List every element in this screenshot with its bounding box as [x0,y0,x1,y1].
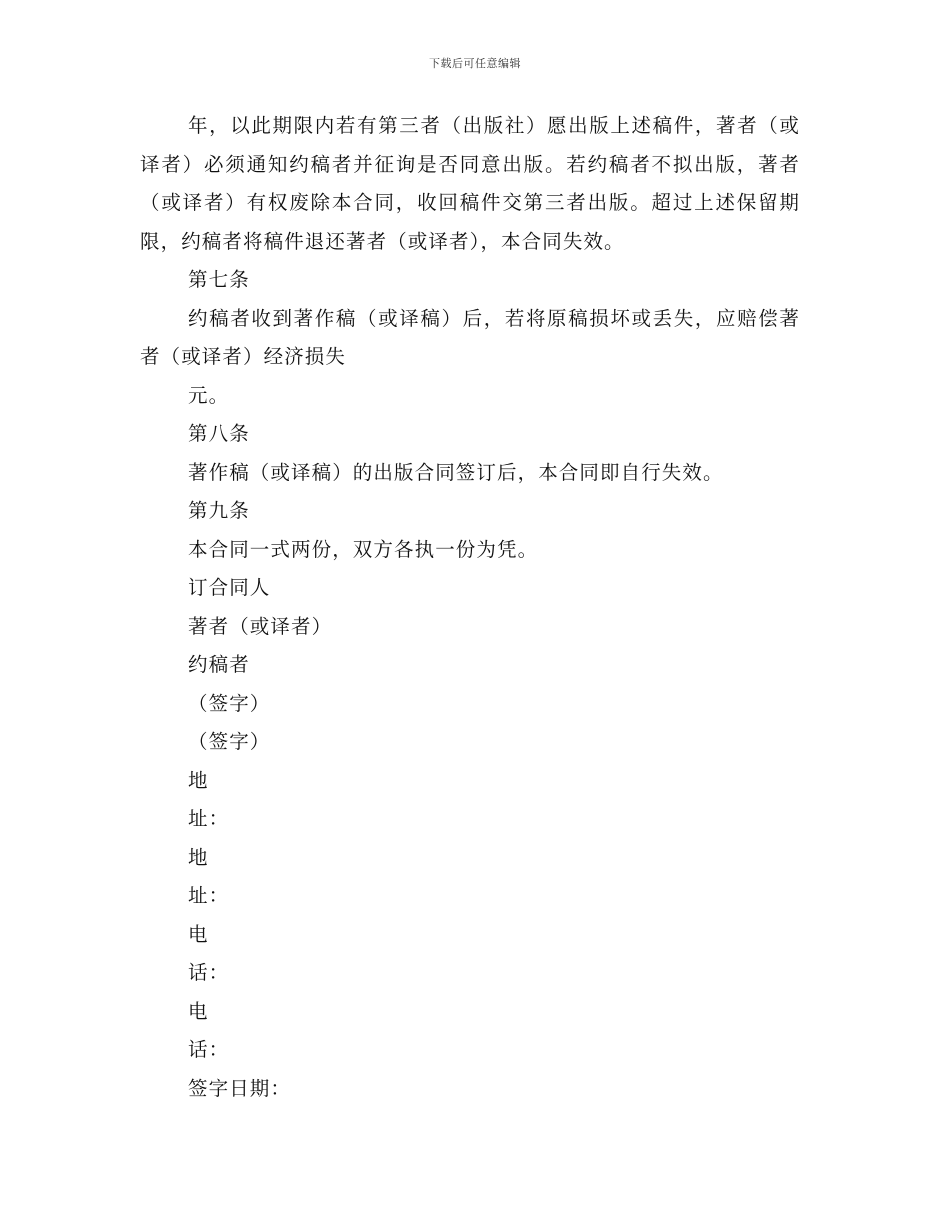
commissioner-phone-label: 话： [188,1038,230,1061]
author-label: 著者（或译者） [188,614,333,638]
retention-paragraph: 年，以此期限内若有第三者（出版社）愿出版上述稿件，著者（或译者）必须通知约稿者并征询是否同意出版。若约稿者不拟出版，著者（或译者）有权废除本合同，收回稿件交第三者出版。超过上述保留期限，约稿者将稿件退还著者（或译者），本合同失效。 [140,114,800,253]
author-address-label: 址： [188,807,230,830]
article-7-unit: 元。 [188,383,230,407]
commissioner-signature: （签字） [188,730,271,753]
article-7-text: 约稿者收到著作稿（或译稿）后，若将原稿损坏或丢失，应赔偿著者（或译者）经济损失 [140,306,800,368]
article-7-title: 第七条 [188,268,250,291]
author-phone-label: 话： [188,961,230,984]
article-9-title: 第九条 [188,499,250,522]
commissioner-address-label: 址： [188,884,230,907]
parties-heading: 订合同人 [188,576,271,599]
author-address-char: 地 [188,768,209,792]
author-signature: （签字） [188,691,271,715]
page-header: 下载后可任意编辑 [429,57,521,70]
article-8-title: 第八条 [188,422,250,445]
document-body [140,107,800,1108]
commissioner-address-char: 地 [188,845,209,869]
sign-date-label: 签字日期： [188,1076,292,1100]
commissioner-phone-char: 电 [188,999,209,1023]
author-phone-char: 电 [188,922,209,946]
commissioner-label: 约稿者 [188,653,250,676]
article-8-text: 著作稿（或译稿）的出版合同签订后，本合同即自行失效。 [188,460,724,484]
article-9-text: 本合同一式两份，双方各执一份为凭。 [188,537,539,561]
